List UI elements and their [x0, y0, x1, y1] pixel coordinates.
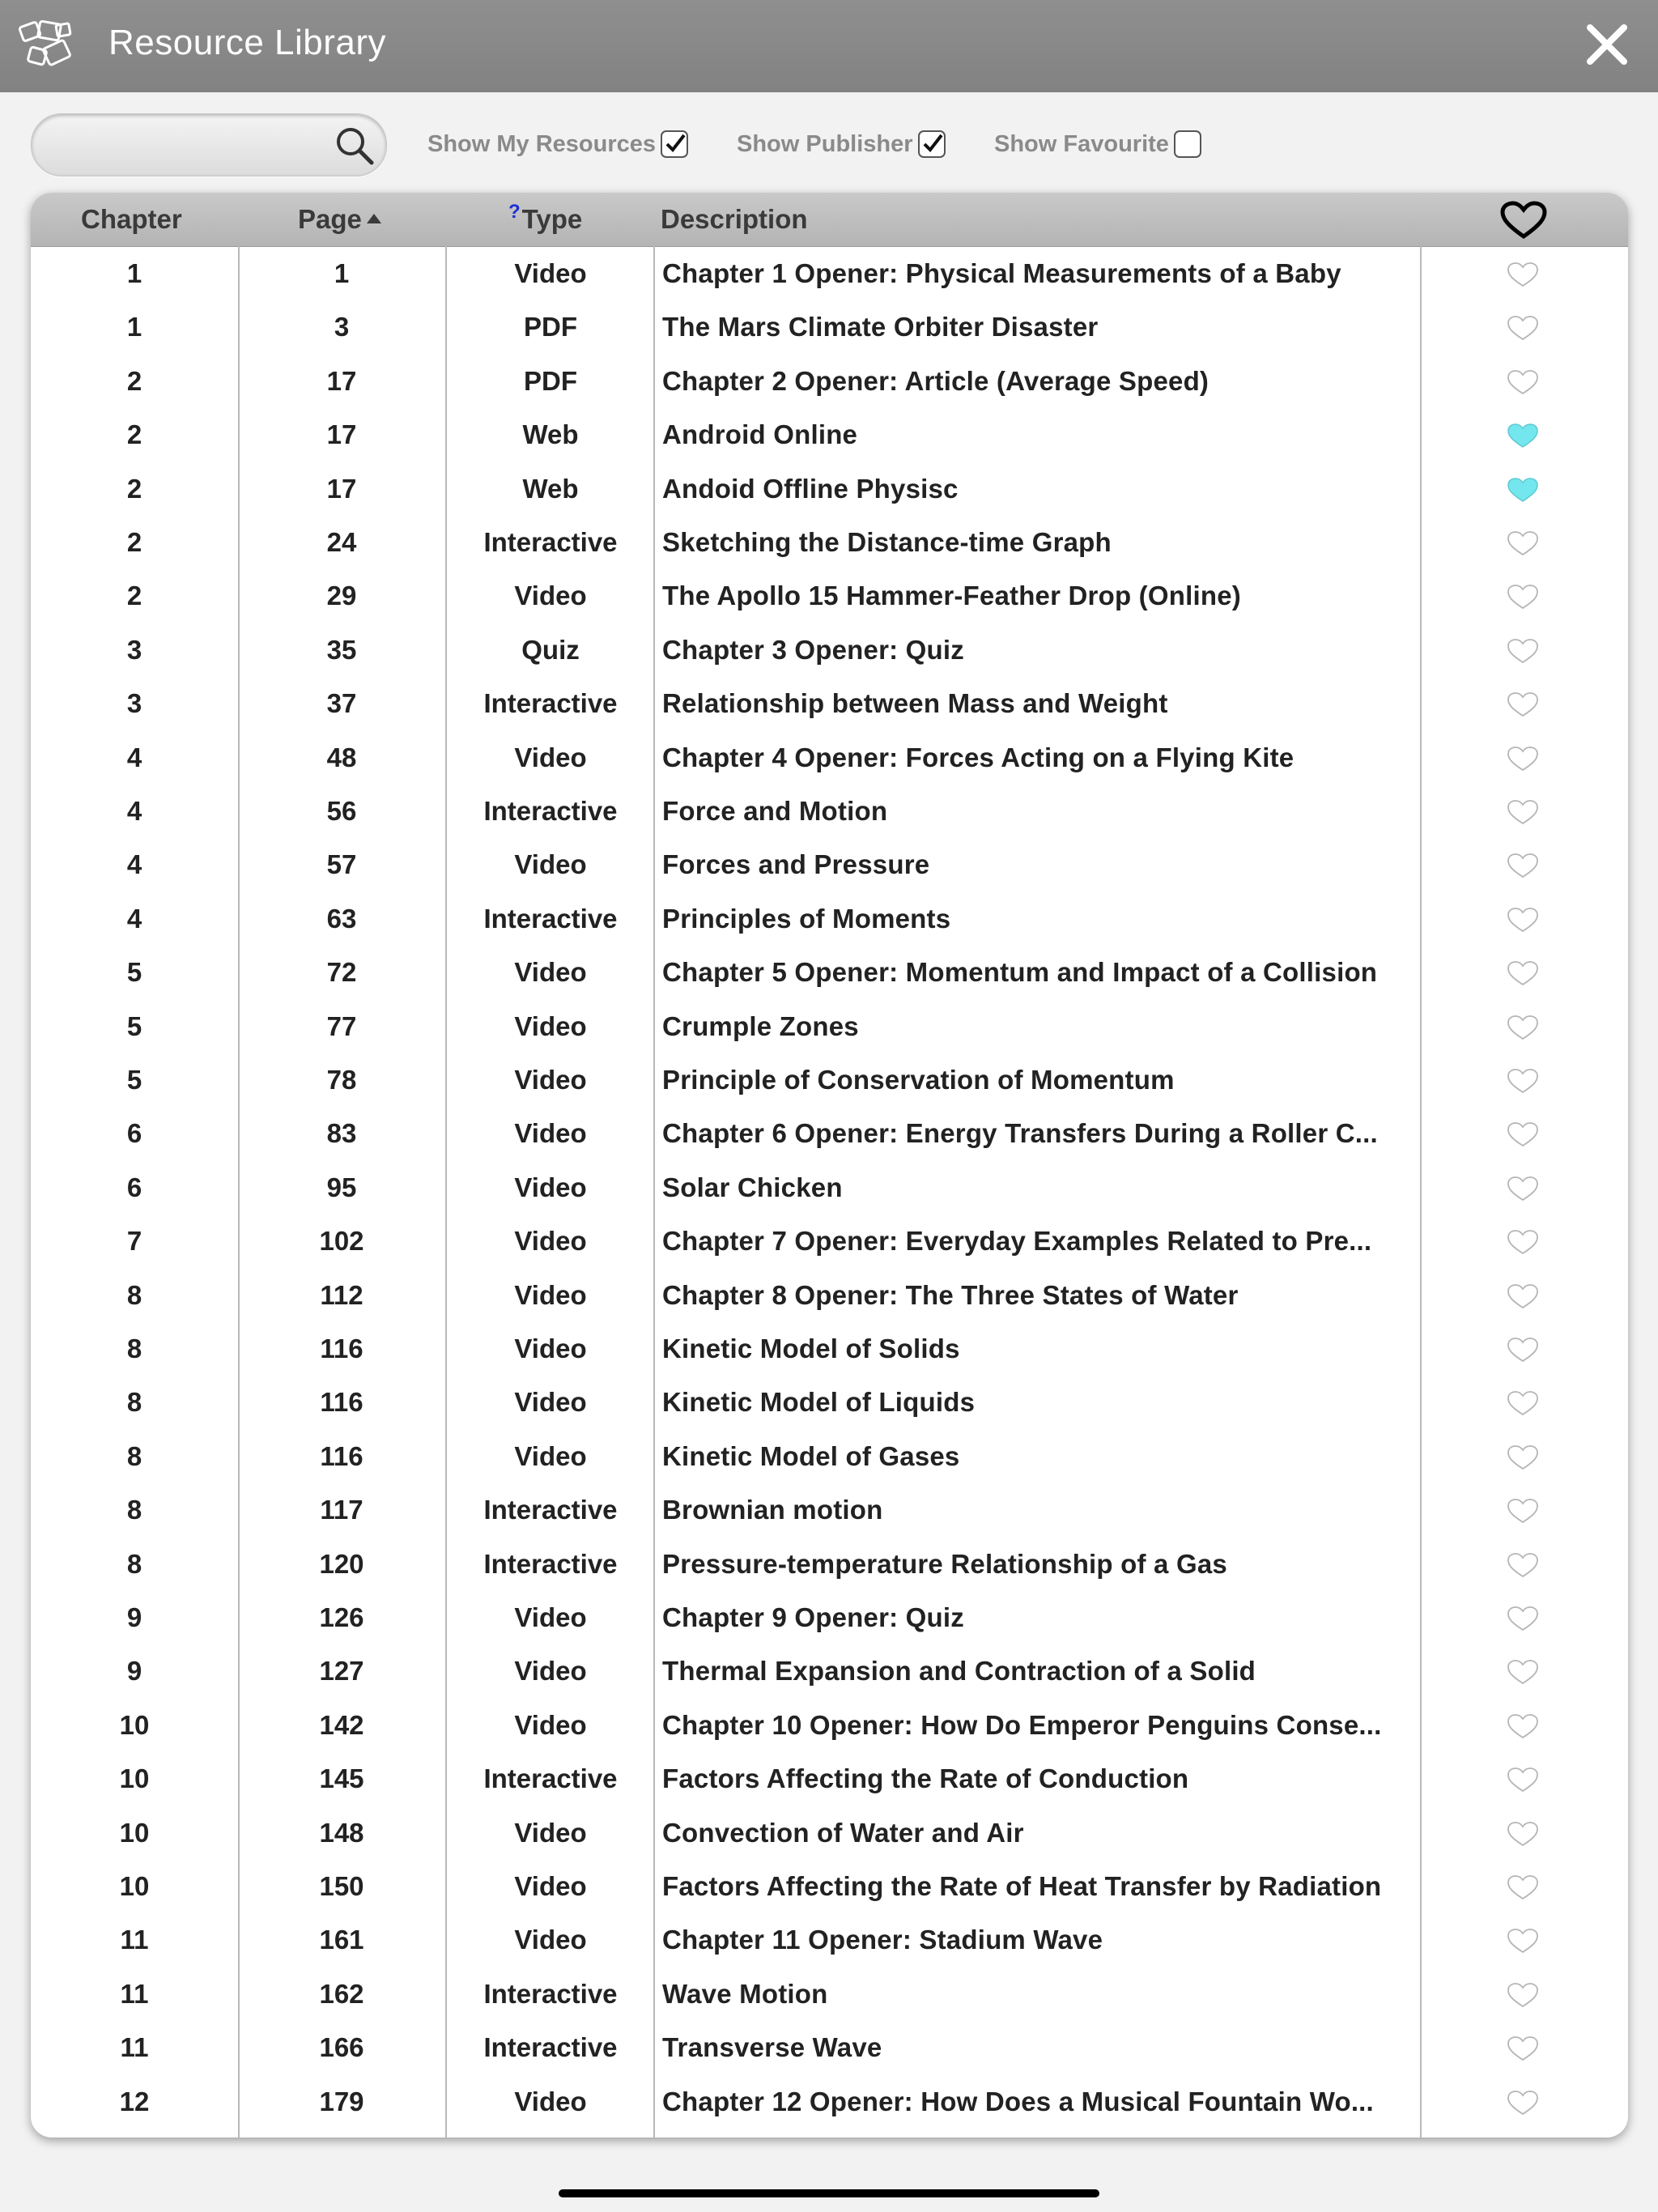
chapter-cell: 8 — [126, 1334, 142, 1363]
type-cell: Video — [514, 1602, 587, 1632]
search-icon[interactable] — [334, 125, 375, 166]
filter-show-publisher[interactable] — [737, 128, 946, 160]
table-row[interactable] — [31, 1268, 1628, 1321]
type-cell: Video — [514, 849, 587, 880]
favourite-heart-icon[interactable] — [1506, 637, 1540, 665]
type-cell: Interactive — [483, 1763, 618, 1794]
table-row[interactable] — [31, 354, 1628, 407]
chapter-cell: 6 — [126, 1118, 142, 1149]
chapter-cell: 2 — [126, 527, 142, 557]
description-cell: Chapter 9 Opener: Quiz — [662, 1602, 964, 1632]
type-cell: Video — [514, 1440, 587, 1471]
filter-label: Show Favourite — [994, 130, 1169, 157]
table-row[interactable] — [31, 1214, 1628, 1267]
favourite-heart-icon[interactable] — [1506, 1389, 1540, 1417]
table-row[interactable] — [31, 945, 1628, 998]
chapter-cell: 11 — [120, 2032, 149, 2063]
description-cell: Chapter 2 Opener: Article (Average Speed) — [662, 365, 1209, 396]
show-publisher-checkbox[interactable] — [918, 130, 946, 158]
table-row[interactable] — [31, 1160, 1628, 1214]
title-bar — [0, 0, 1658, 92]
type-cell: Interactive — [483, 1548, 618, 1579]
favourite-heart-icon[interactable] — [1506, 1283, 1540, 1310]
favourite-heart-icon[interactable] — [1506, 1067, 1540, 1095]
favourite-column-heart-icon[interactable] — [1499, 201, 1548, 240]
chapter-cell: 2 — [126, 419, 142, 450]
page-cell: 179 — [319, 2086, 364, 2116]
type-cell: Video — [514, 1172, 587, 1202]
table-row[interactable] — [31, 1967, 1628, 2020]
description-cell: Chapter 11 Opener: Stadium Wave — [662, 1925, 1103, 1955]
sort-ascending-icon — [367, 214, 381, 223]
page-cell: 83 — [326, 1118, 357, 1149]
page-cell: 3 — [334, 312, 350, 342]
favourite-heart-icon[interactable] — [1506, 798, 1540, 826]
table-header — [31, 193, 1628, 247]
type-cell: Video — [514, 1656, 587, 1687]
description-cell: Android Online — [662, 419, 858, 450]
table-row[interactable] — [31, 623, 1628, 676]
chapter-cell: 4 — [126, 903, 142, 934]
checkmark-icon — [664, 132, 687, 155]
chapter-cell: 4 — [126, 849, 142, 880]
description-cell: Relationship between Mass and Weight — [662, 688, 1168, 719]
type-cell: PDF — [524, 365, 577, 396]
description-cell: The Apollo 15 Hammer-Feather Drop (Online) — [662, 581, 1241, 611]
type-cell: Interactive — [483, 796, 618, 826]
filter-label: Show Publisher — [737, 130, 913, 157]
page-cell: 127 — [319, 1656, 364, 1687]
table-row[interactable] — [31, 1537, 1628, 1590]
favourite-heart-icon[interactable] — [1506, 583, 1540, 610]
description-cell: Forces and Pressure — [662, 849, 930, 880]
table-row[interactable] — [31, 1375, 1628, 1428]
favourite-heart-icon[interactable] — [1506, 1014, 1540, 1041]
search-input[interactable] — [51, 122, 329, 168]
type-cell: Video — [514, 2086, 587, 2116]
table-row[interactable] — [31, 1806, 1628, 1859]
resource-library-logo-icon — [18, 19, 79, 74]
page-cell: 148 — [319, 1817, 364, 1848]
filter-label: Show My Resources — [427, 130, 657, 157]
chapter-cell: 11 — [120, 1978, 149, 2009]
chapter-cell: 10 — [119, 1709, 150, 1740]
description-cell: Convection of Water and Air — [662, 1817, 1024, 1848]
chapter-cell: 2 — [126, 365, 142, 396]
chapter-cell: 1 — [126, 258, 142, 288]
favourite-heart-icon[interactable] — [1506, 906, 1540, 934]
page-cell: 112 — [320, 1279, 363, 1310]
page-cell: 24 — [326, 527, 357, 557]
favourite-heart-icon[interactable] — [1506, 1497, 1540, 1525]
chapter-cell: 6 — [126, 1172, 142, 1202]
description-cell: Kinetic Model of Solids — [662, 1334, 960, 1363]
favourite-heart-icon[interactable] — [1506, 422, 1540, 449]
favourite-heart-icon[interactable] — [1506, 691, 1540, 718]
filter-show-my-resources[interactable] — [427, 128, 688, 160]
description-cell: Chapter 6 Opener: Energy Transfers During a Roller C... — [662, 1118, 1378, 1149]
chapter-cell: 11 — [120, 1925, 149, 1955]
type-cell: Interactive — [483, 527, 618, 557]
page-cell: 56 — [326, 796, 357, 826]
favourite-heart-icon[interactable] — [1506, 1336, 1540, 1363]
description-cell: Factors Affecting the Rate of Conduction — [662, 1763, 1189, 1794]
description-cell: The Mars Climate Orbiter Disaster — [662, 312, 1099, 342]
table-row[interactable] — [31, 1106, 1628, 1159]
table-row[interactable] — [31, 407, 1628, 461]
toolbar — [0, 92, 1658, 189]
favourite-heart-icon[interactable] — [1506, 1766, 1540, 1793]
description-cell: Chapter 7 Opener: Everyday Examples Related to Pre... — [662, 1226, 1372, 1257]
type-cell: Video — [514, 581, 587, 611]
type-cell: Interactive — [483, 1978, 618, 2009]
page-cell: 116 — [320, 1334, 363, 1363]
page-cell: 17 — [326, 365, 357, 396]
page-cell: 77 — [326, 1010, 357, 1041]
description-cell: Chapter 5 Opener: Momentum and Impact of a Collision — [662, 957, 1378, 988]
search-box[interactable] — [31, 113, 387, 177]
table-row[interactable] — [31, 1912, 1628, 1966]
chapter-cell: 8 — [126, 1440, 142, 1471]
table-row[interactable] — [31, 1698, 1628, 1751]
page-cell: 48 — [326, 742, 357, 772]
chapter-cell: 10 — [119, 1871, 150, 1901]
favourite-heart-icon[interactable] — [1506, 1605, 1540, 1632]
chapter-cell: 4 — [126, 796, 142, 826]
favourite-heart-icon[interactable] — [1506, 852, 1540, 879]
favourite-heart-icon[interactable] — [1506, 1927, 1540, 1955]
table-row[interactable] — [31, 784, 1628, 837]
type-cell: Interactive — [483, 2032, 618, 2063]
page-cell: 162 — [319, 1978, 364, 2009]
chapter-cell: 3 — [126, 688, 142, 719]
table-row[interactable] — [31, 837, 1628, 891]
type-cell: Video — [514, 742, 587, 772]
favourite-heart-icon[interactable] — [1506, 476, 1540, 504]
page-cell: 63 — [326, 903, 357, 934]
type-cell: Video — [514, 1118, 587, 1149]
table-row[interactable] — [31, 1751, 1628, 1805]
type-cell: Video — [514, 1709, 587, 1740]
description-cell: Solar Chicken — [662, 1172, 843, 1202]
chapter-cell: 8 — [126, 1495, 142, 1525]
page-cell: 145 — [319, 1763, 364, 1794]
type-cell: Video — [514, 957, 587, 988]
description-cell: Factors Affecting the Rate of Heat Transfer by Radiation — [662, 1871, 1382, 1901]
type-cell: Interactive — [483, 688, 618, 719]
show-my-resources-checkbox[interactable] — [661, 130, 688, 158]
description-cell: Chapter 3 Opener: Quiz — [662, 634, 964, 665]
page-cell: 120 — [319, 1548, 364, 1579]
table-row[interactable] — [31, 1321, 1628, 1375]
favourite-heart-icon[interactable] — [1506, 1175, 1540, 1202]
table-row[interactable] — [31, 2074, 1628, 2128]
table-row[interactable] — [31, 1644, 1628, 1697]
description-cell: Brownian motion — [662, 1495, 883, 1525]
type-cell: Web — [522, 473, 579, 504]
table-body — [31, 246, 1628, 2138]
home-indicator — [559, 2189, 1099, 2197]
description-cell: Transverse Wave — [662, 2032, 882, 2063]
table-row[interactable] — [31, 730, 1628, 784]
page-cell: 1 — [334, 258, 350, 288]
type-cell: PDF — [524, 312, 577, 342]
chapter-cell: 10 — [119, 1763, 150, 1794]
table-row[interactable] — [31, 462, 1628, 515]
column-header-type[interactable] — [508, 201, 583, 235]
description-cell: Chapter 4 Opener: Forces Acting on a Flying Kite — [662, 742, 1295, 772]
page-cell: 95 — [326, 1172, 357, 1202]
table-row[interactable] — [31, 246, 1628, 300]
show-favourite-checkbox[interactable] — [1174, 130, 1201, 158]
description-cell: Pressure-temperature Relationship of a Gas — [662, 1548, 1227, 1579]
favourite-heart-icon[interactable] — [1506, 368, 1540, 396]
chapter-cell: 2 — [126, 581, 142, 611]
page-cell: 35 — [326, 634, 357, 665]
chapter-cell: 3 — [126, 634, 142, 665]
page-cell: 37 — [326, 688, 357, 719]
page-cell: 166 — [319, 2032, 364, 2063]
page-cell: 117 — [320, 1495, 363, 1525]
favourite-heart-icon[interactable] — [1506, 1551, 1540, 1579]
type-cell: Quiz — [521, 634, 580, 665]
page-cell: 78 — [326, 1065, 357, 1095]
page-cell: 17 — [326, 473, 357, 504]
type-cell: Video — [514, 1925, 587, 1955]
chapter-cell: 5 — [126, 957, 142, 988]
type-cell: Video — [514, 1871, 587, 1901]
type-cell: Video — [514, 1817, 587, 1848]
type-cell: Web — [522, 419, 579, 450]
type-cell: Video — [514, 1279, 587, 1310]
table-row[interactable] — [31, 515, 1628, 568]
resource-table — [31, 193, 1628, 2138]
page-cell: 126 — [319, 1602, 364, 1632]
favourite-heart-icon[interactable] — [1506, 1820, 1540, 1848]
type-cell: Video — [514, 1334, 587, 1363]
chapter-cell: 8 — [126, 1387, 142, 1418]
page-cell: 17 — [326, 419, 357, 450]
favourite-heart-icon[interactable] — [1506, 1874, 1540, 1901]
window-title: Resource Library — [108, 23, 387, 62]
favourite-heart-icon[interactable] — [1506, 2035, 1540, 2062]
column-header-page-label: Page — [298, 204, 362, 234]
description-cell: Andoid Offline Physisc — [662, 473, 959, 504]
chapter-cell: 9 — [126, 1656, 142, 1687]
table-row[interactable] — [31, 300, 1628, 353]
page-cell: 161 — [319, 1925, 364, 1955]
chapter-cell: 8 — [126, 1279, 142, 1310]
table-row[interactable] — [31, 1482, 1628, 1536]
chapter-cell: 2 — [126, 473, 142, 504]
description-cell: Kinetic Model of Gases — [662, 1440, 960, 1471]
page-cell: 142 — [319, 1709, 364, 1740]
table-row[interactable] — [31, 1429, 1628, 1482]
description-cell: Principles of Moments — [662, 903, 951, 934]
page-cell: 57 — [326, 849, 357, 880]
page-cell: 29 — [326, 581, 357, 611]
table-row[interactable] — [31, 999, 1628, 1053]
table-row[interactable] — [31, 1053, 1628, 1106]
chapter-cell: 5 — [126, 1065, 142, 1095]
favourite-heart-icon[interactable] — [1506, 1658, 1540, 1686]
description-cell: Chapter 12 Opener: How Does a Musical Fountain Wo... — [662, 2086, 1374, 2116]
page-cell: 72 — [326, 957, 357, 988]
filter-show-favourite[interactable] — [994, 128, 1201, 160]
chapter-cell: 1 — [126, 312, 142, 342]
table-row[interactable] — [31, 1590, 1628, 1644]
favourite-heart-icon[interactable] — [1506, 1444, 1540, 1471]
type-cell: Video — [514, 1010, 587, 1041]
table-row[interactable] — [31, 891, 1628, 945]
description-cell: Wave Motion — [662, 1978, 828, 2009]
column-header-page[interactable] — [298, 204, 381, 235]
description-cell: Principle of Conservation of Momentum — [662, 1065, 1175, 1095]
favourite-heart-icon[interactable] — [1506, 2089, 1540, 2116]
table-row[interactable] — [31, 1859, 1628, 1912]
page-cell: 150 — [319, 1871, 364, 1901]
description-cell: Thermal Expansion and Contraction of a Solid — [662, 1656, 1256, 1687]
favourite-heart-icon[interactable] — [1506, 959, 1540, 987]
description-cell: Chapter 8 Opener: The Three States of Water — [662, 1279, 1239, 1310]
close-icon[interactable] — [1584, 21, 1630, 68]
type-cell: Interactive — [483, 1495, 618, 1525]
table-row[interactable] — [31, 568, 1628, 622]
description-cell: Force and Motion — [662, 796, 888, 826]
favourite-heart-icon[interactable] — [1506, 1228, 1540, 1256]
table-row[interactable] — [31, 676, 1628, 730]
chapter-cell: 5 — [126, 1010, 142, 1041]
table-row[interactable] — [31, 2020, 1628, 2074]
column-header-description[interactable]: Description — [661, 204, 808, 234]
type-cell: Video — [514, 258, 587, 288]
type-help-icon[interactable]: ? — [508, 201, 521, 223]
favourite-heart-icon[interactable] — [1506, 314, 1540, 342]
page-cell: 116 — [320, 1440, 363, 1471]
column-header-type-label: Type — [521, 204, 583, 234]
type-cell: Video — [514, 1226, 587, 1257]
favourite-heart-icon[interactable] — [1506, 1121, 1540, 1148]
chapter-cell: 12 — [119, 2086, 150, 2116]
favourite-heart-icon[interactable] — [1506, 1712, 1540, 1740]
type-cell: Video — [514, 1387, 587, 1418]
chapter-cell: 4 — [126, 742, 142, 772]
favourite-heart-icon[interactable] — [1506, 530, 1540, 557]
favourite-heart-icon[interactable] — [1506, 745, 1540, 772]
favourite-heart-icon[interactable] — [1506, 261, 1540, 288]
chapter-cell: 8 — [126, 1548, 142, 1579]
description-cell: Chapter 1 Opener: Physical Measurements of a Baby — [662, 258, 1341, 288]
favourite-heart-icon[interactable] — [1506, 1981, 1540, 2009]
description-cell: Crumple Zones — [662, 1010, 859, 1041]
column-header-chapter[interactable]: Chapter — [81, 204, 182, 234]
chapter-cell: 7 — [126, 1226, 142, 1257]
description-cell: Chapter 10 Opener: How Do Emperor Penguins Conse... — [662, 1709, 1382, 1740]
description-cell: Sketching the Distance-time Graph — [662, 527, 1112, 557]
chapter-cell: 9 — [126, 1602, 142, 1632]
description-cell: Kinetic Model of Liquids — [662, 1387, 976, 1418]
type-cell: Video — [514, 1065, 587, 1095]
checkmark-icon — [921, 132, 944, 155]
page-cell: 116 — [320, 1387, 363, 1418]
page-cell: 102 — [319, 1226, 364, 1257]
type-cell: Interactive — [483, 903, 618, 934]
chapter-cell: 10 — [119, 1817, 150, 1848]
